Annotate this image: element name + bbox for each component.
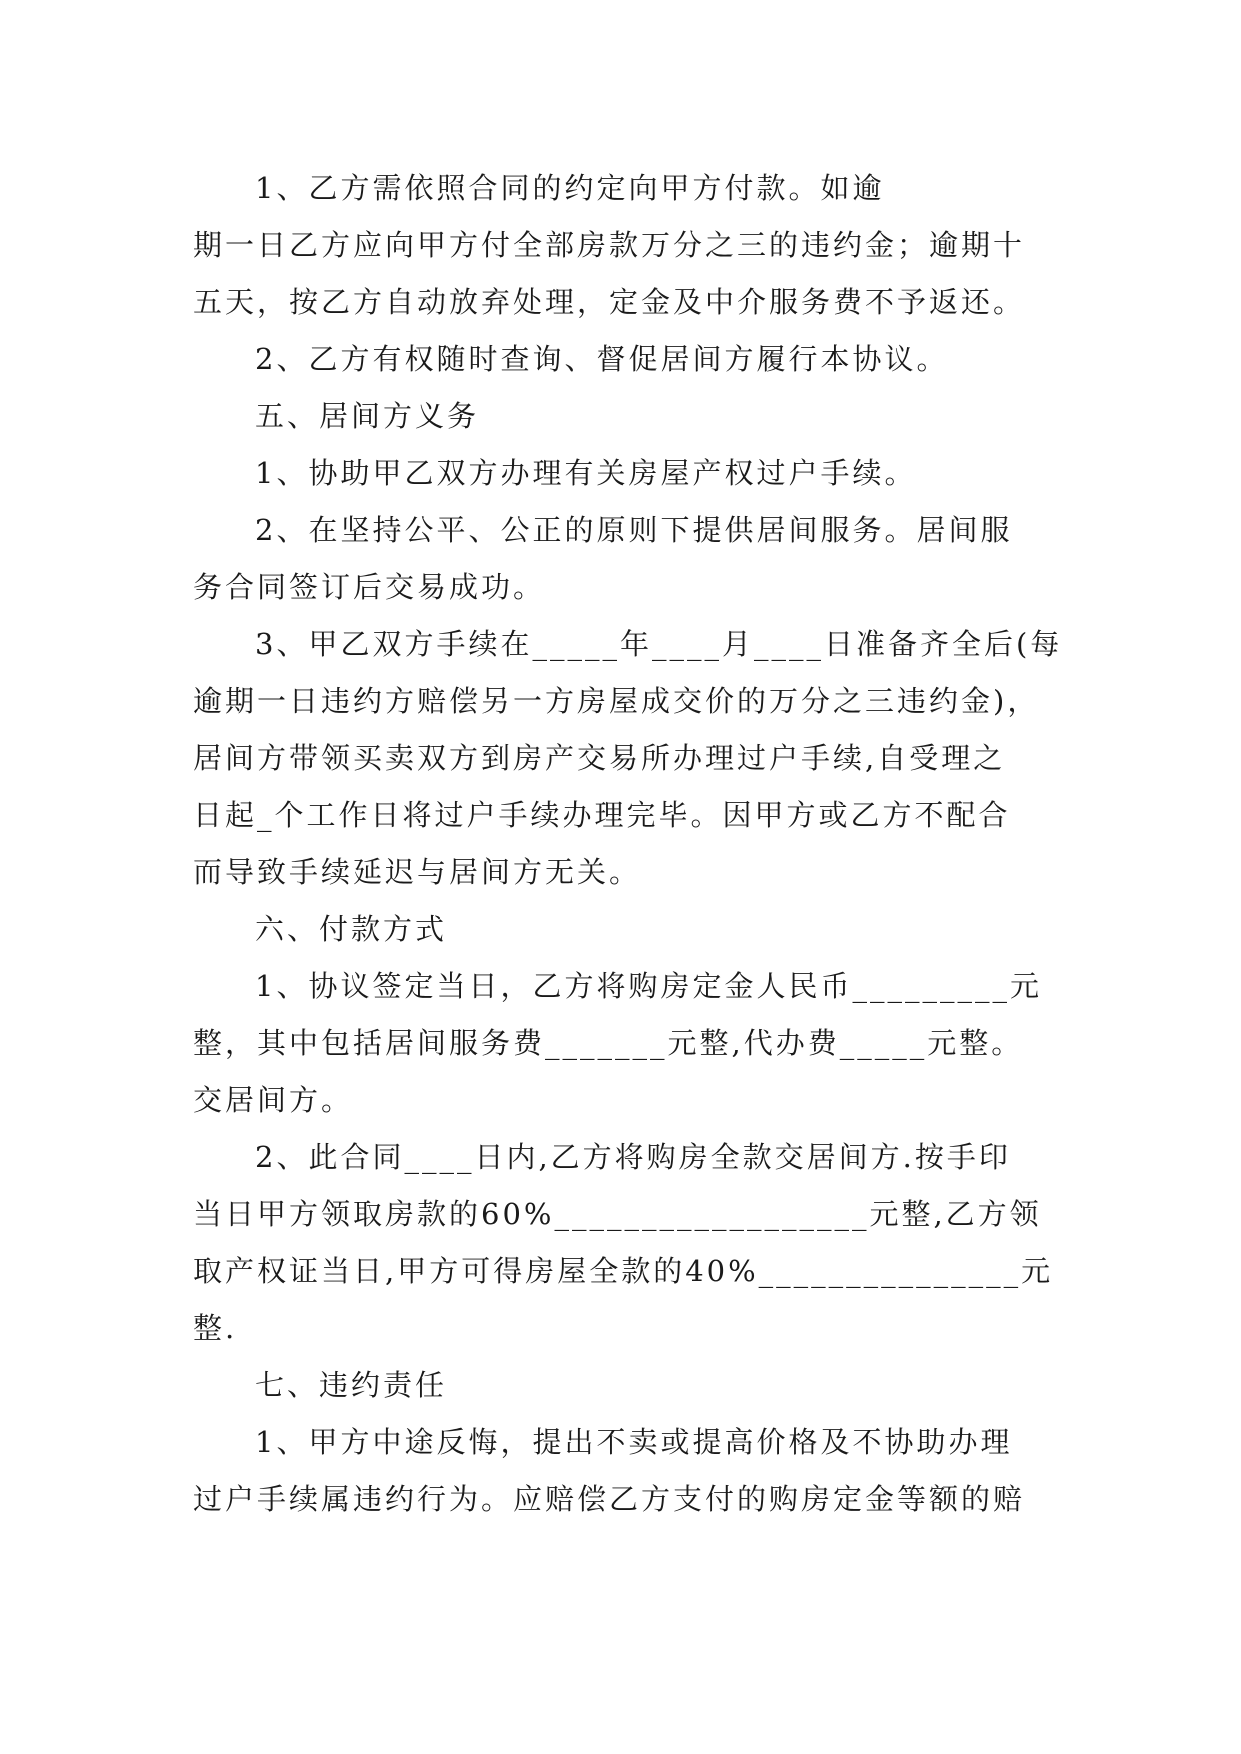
- text-line: 期一日乙方应向甲方付全部房款万分之三的违约金；逾期十: [193, 228, 1026, 262]
- text-line: 过户手续属违约行为。应赔偿乙方支付的购房定金等额的赔: [193, 1482, 1026, 1516]
- text-line: 逾期一日违约方赔偿另一方房屋成交价的万分之三违约金)，: [193, 684, 1040, 718]
- text-line: 3、甲乙双方手续在_____年____月____日准备齐全后(每: [255, 627, 1063, 661]
- text-line: 2、此合同____日内,乙方将购房全款交居间方.按手印: [255, 1140, 1011, 1174]
- text-line: 而导致手续延迟与居间方无关。: [193, 855, 642, 889]
- text-line: 2、乙方有权随时查询、督促居间方履行本协议。: [255, 342, 949, 376]
- section-heading: 六、付款方式: [255, 912, 448, 946]
- text-line: 居间方带领买卖双方到房产交易所办理过户手续,自受理之: [193, 741, 1006, 775]
- document-body: [193, 160, 1063, 1528]
- text-line: 1、协助甲乙双方办理有关房屋产权过户手续。: [255, 456, 917, 490]
- section-heading: 七、违约责任: [255, 1368, 448, 1402]
- text-line: 1、乙方需依照合同的约定向甲方付款。如逾: [255, 171, 885, 205]
- text-line: 务合同签订后交易成功。: [193, 570, 546, 604]
- text-line: 交居间方。: [193, 1083, 354, 1117]
- text-line: 2、在坚持公平、公正的原则下提供居间服务。居间服: [255, 513, 1013, 547]
- text-line: 整.: [193, 1311, 238, 1345]
- text-line: 五天，按乙方自动放弃处理，定金及中介服务费不予返还。: [193, 285, 1026, 319]
- text-line: 当日甲方领取房款的60%__________________元整,乙方领: [193, 1197, 1042, 1231]
- text-line: 日起_个工作日将过户手续办理完毕。因甲方或乙方不配合: [193, 798, 1011, 832]
- text-line: 整，其中包括居间服务费_______元整,代办费_____元整。: [193, 1026, 1024, 1060]
- text-line: 1、协议签定当日，乙方将购房定金人民币_________元: [255, 969, 1042, 1003]
- text-line: 1、甲方中途反悔，提出不卖或提高价格及不协助办理: [255, 1425, 1013, 1459]
- text-line: 取产权证当日,甲方可得房屋全款的40%_______________元: [193, 1254, 1054, 1288]
- section-heading: 五、居间方义务: [255, 399, 480, 433]
